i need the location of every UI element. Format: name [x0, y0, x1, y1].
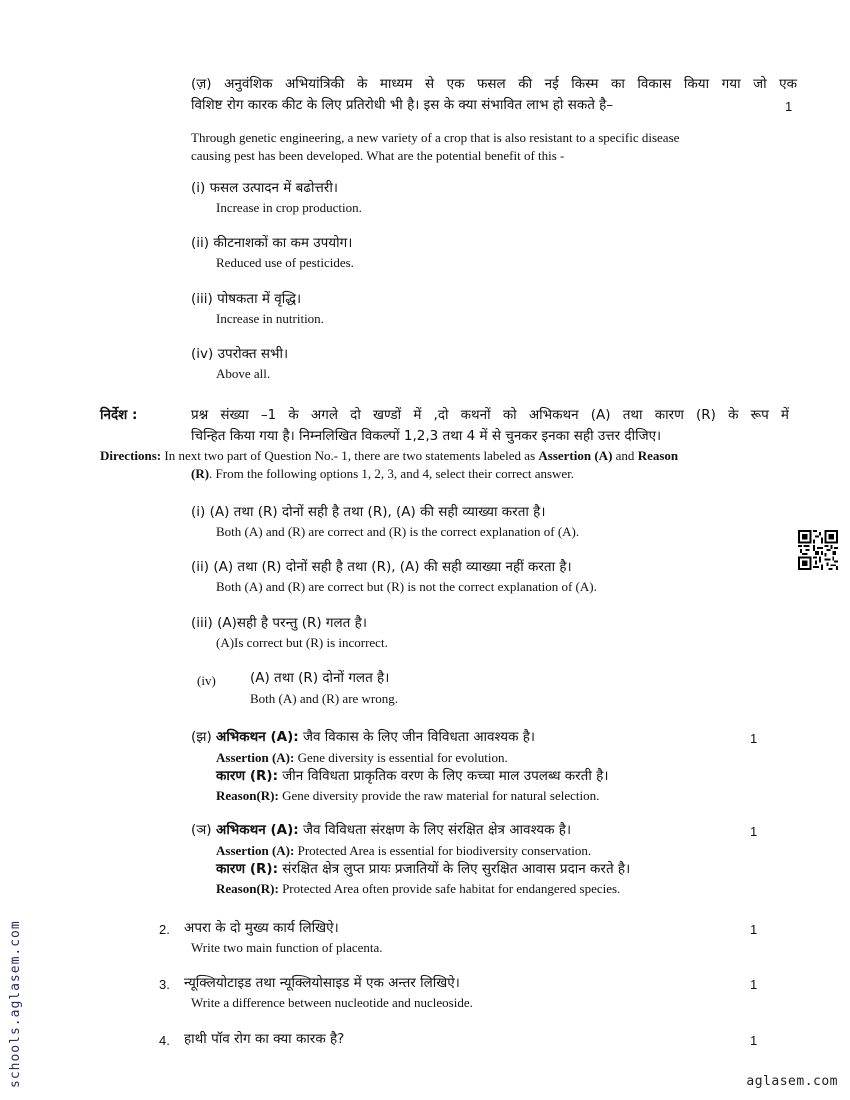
directions-reason-r: (R): [191, 466, 210, 481]
q1-ja-assertion-hindi: [216, 820, 571, 840]
directions-hindi-line2: चिन्हित किया गया है। निम्नलिखित विकल्पों 1,2,3 तथा 4 में से चुनकर इनका सही उत्तर दीजिए।: [191, 428, 662, 444]
directions-hindi-line1: प्रश्न संख्या –1 के अगले दो खण्डों में ,दो कथनों को अभिकथन (A) तथा कारण (R) के रूप में: [191, 407, 789, 423]
q1-ja-assertion-english-label: Assertion (A):: [216, 843, 295, 858]
q1-j-english-line1: Through genetic engineering, a new variety of a crop that is also resistant to a specific disease: [191, 130, 680, 145]
q1-ja-number: (ञ): [191, 822, 212, 838]
question-4-hindi: हाथी पॉव रोग का क्या कारक है?: [184, 1031, 345, 1047]
directions-reason-term: Reason: [637, 448, 679, 463]
directions-option-iv-number: (iv): [197, 673, 216, 688]
footer-watermark: aglasem.com: [746, 1074, 838, 1089]
q1-jh-assertion-hindi-label: अभिकथन (A):: [216, 729, 299, 745]
qr-code-icon: [798, 530, 838, 570]
q1-j-option-ii-hindi: (ii) कीटनाशकों का कम उपयोग।: [191, 235, 353, 251]
question-3-hindi: न्यूक्लियोटाइड तथा न्यूक्लियोसाइड में एक अन्तर लिखिऐ।: [184, 975, 460, 991]
question-2-marks: 1: [750, 922, 758, 937]
q1-jh-assertion-english-label: Assertion (A):: [216, 750, 295, 765]
question-4-number: 4.: [159, 1033, 170, 1048]
directions-assertion-term: Assertion (A): [538, 448, 613, 463]
q1-jh-assertion-english: [216, 749, 508, 767]
q1-ja-reason-hindi-label: कारण (R):: [216, 861, 278, 877]
q1-jh-assertion-english-text: Gene diversity is essential for evolution.: [294, 750, 508, 765]
q1-jh-reason-english-text: Gene diversity provide the raw material for natural selection.: [278, 788, 600, 803]
side-watermark: schools.aglasem.com: [8, 920, 23, 1088]
question-3-marks: 1: [750, 977, 758, 992]
directions-option-i-english: Both (A) and (R) are correct and (R) is the correct explanation of (A).: [216, 524, 580, 539]
directions-english-line1: [100, 447, 790, 465]
q1-jh-reason-hindi-label: कारण (R):: [216, 768, 278, 784]
q1-j-option-i-english: Increase in crop production.: [216, 200, 362, 215]
q1-jh-reason-english: [216, 787, 599, 805]
q1-j-marks: 1: [785, 99, 793, 114]
question-3-english: Write a difference between nucleotide and nucleoside.: [191, 995, 473, 1010]
directions-option-ii-hindi: (ii) (A) तथा (R) दोनों सही है तथा (R), (A) की सही व्याख्या नहीं करता है।: [191, 559, 572, 575]
q1-ja-marks: 1: [750, 824, 758, 839]
q1-jh-number: (झ): [191, 729, 212, 745]
q1-jh-assertion-hindi: [216, 727, 535, 747]
q1-ja-assertion-hindi-text: जैव विविधता संरक्षण के लिए संरक्षित क्षेत्र आवश्यक है।: [298, 822, 572, 838]
q1-j-english-line2: causing pest has been developed. What are the potential benefit of this -: [191, 148, 565, 163]
q1-ja-reason-english-label: Reason(R):: [216, 881, 279, 896]
q1-j-hindi-line2: विशिष्ट रोग कारक कीट के लिए प्रतिरोधी भी है। इस के क्या संभावित लाभ हो सकते है–: [191, 97, 614, 113]
directions-option-iv-english: Both (A) and (R) are wrong.: [250, 691, 399, 706]
directions-option-ii-english: Both (A) and (R) are correct but (R) is not the correct explanation of (A).: [216, 579, 597, 594]
q1-jh-reason-english-label: Reason(R):: [216, 788, 279, 803]
directions-option-iii-english: (A)Is correct but (R) is incorrect.: [216, 635, 388, 650]
q1-j-option-i-hindi: (i) फसल उत्पादन में बढोत्तरी।: [191, 180, 338, 196]
directions-hindi-label: निर्देश :: [100, 407, 138, 423]
q1-j-option-iii-english: Increase in nutrition.: [216, 311, 324, 326]
q1-j-hindi-line1: (ज़) अनुवंशिक अभियांत्रिकी के माध्यम से एक फसल की नई किस्म का विकास किया गया जो एक: [191, 76, 797, 92]
directions-and: and: [612, 448, 638, 463]
directions-option-iv-hindi: (A) तथा (R) दोनों गलत है।: [250, 670, 390, 686]
q1-j-option-iv-english: Above all.: [216, 366, 271, 381]
q1-ja-assertion-english: [216, 842, 591, 860]
directions-english-text2: . From the following options 1, 2, 3, and 4, select their correct answer.: [209, 466, 575, 481]
question-2-hindi: अपरा के दो मुख्य कार्य लिखिऐ।: [184, 920, 339, 936]
q1-j-option-ii-english: Reduced use of pesticides.: [216, 255, 354, 270]
question-2-english: Write two main function of placenta.: [191, 940, 383, 955]
directions-option-iii-hindi: (iii) (A)सही है परन्तु (R) गलत है।: [191, 615, 367, 631]
question-4-marks: 1: [750, 1033, 758, 1048]
q1-jh-marks: 1: [750, 731, 758, 746]
q1-ja-reason-english-text: Protected Area often provide safe habitat for endangered species.: [278, 881, 621, 896]
question-3-number: 3.: [159, 977, 170, 992]
q1-j-option-iii-hindi: (iii) पोषकता में वृद्धि।: [191, 291, 302, 307]
directions-english-label: Directions:: [100, 448, 162, 463]
q1-ja-assertion-english-text: Protected Area is essential for biodiversity conservation.: [294, 843, 592, 858]
q1-ja-reason-english: [216, 880, 620, 898]
directions-english-text1: In next two part of Question No.- 1, there are two statements labeled as: [161, 448, 539, 463]
q1-jh-assertion-hindi-text: जैव विकास के लिए जीन विविधता आवश्यक है।: [298, 729, 536, 745]
q1-j-option-iv-hindi: (iv) उपरोक्त सभी।: [191, 346, 289, 362]
q1-jh-reason-hindi: [216, 766, 608, 786]
directions-option-i-hindi: (i) (A) तथा (R) दोनों सही है तथा (R), (A) की सही व्याख्या करता है।: [191, 504, 546, 520]
q1-ja-assertion-hindi-label: अभिकथन (A):: [216, 822, 299, 838]
directions-english-line2: [191, 465, 574, 483]
q1-ja-reason-hindi-text: संरक्षित क्षेत्र लुप्त प्रायः प्रजातियों के लिए सुरक्षित आवास प्रदान करते है।: [277, 861, 631, 877]
question-2-number: 2.: [159, 922, 170, 937]
q1-jh-reason-hindi-text: जीन विविधता प्राकृतिक वरण के लिए कच्चा माल उपलब्ध करती है।: [277, 768, 609, 784]
q1-ja-reason-hindi: [216, 859, 630, 879]
